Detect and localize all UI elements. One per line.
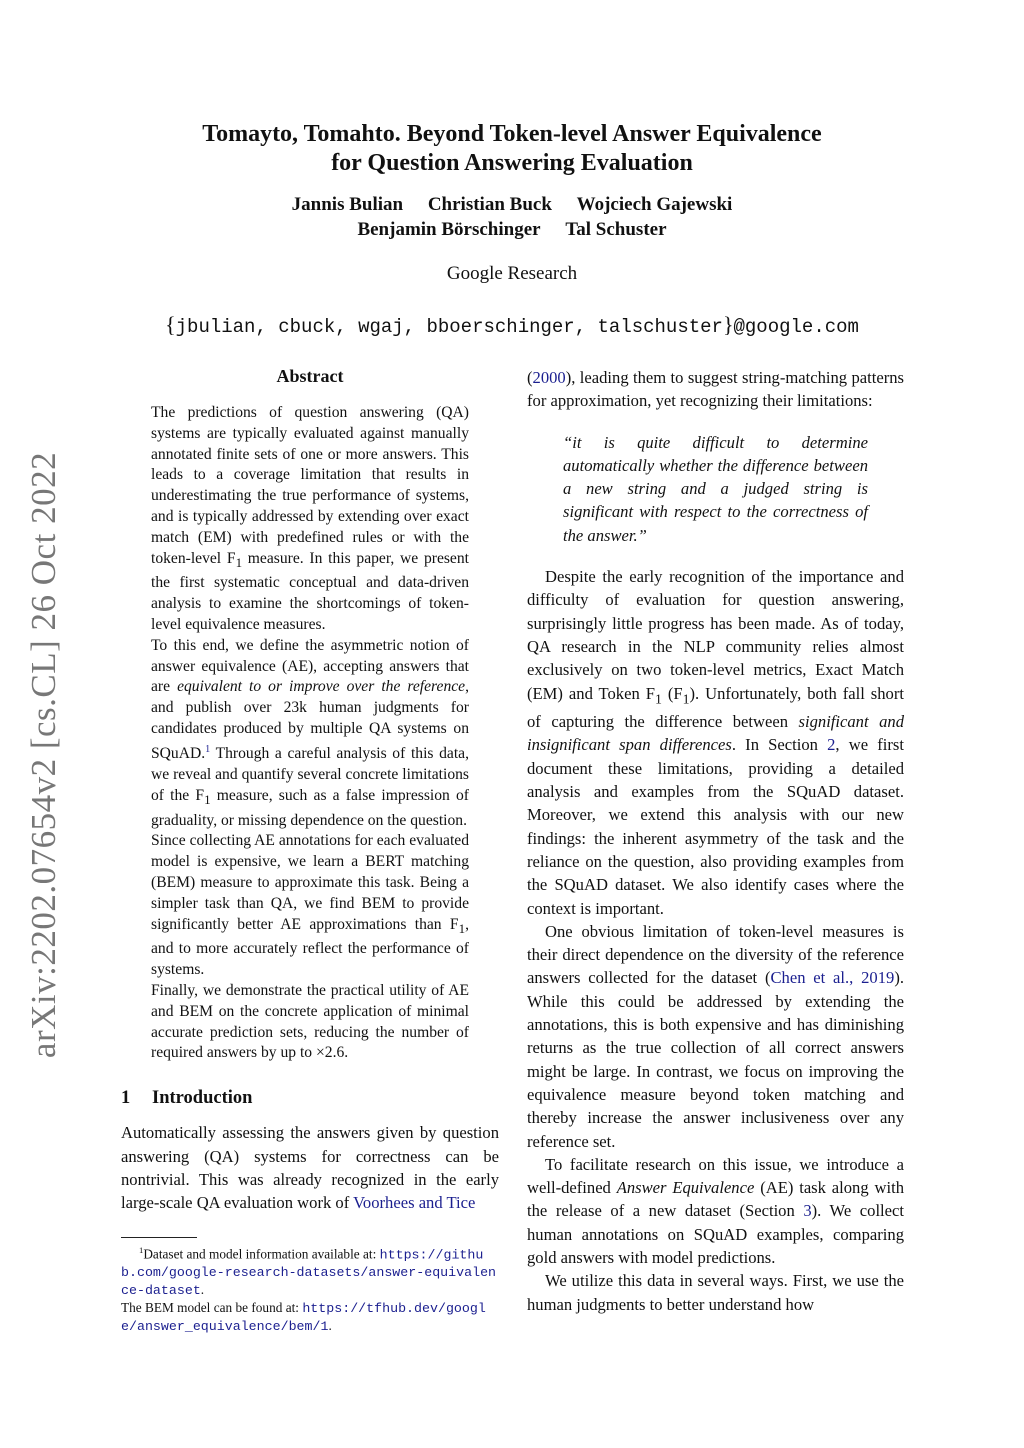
text-run: Despite the early recognition of the importance and difficulty of evaluation for question answering, surprisingly little progress has been made. As of today, QA research in the NLP community relies almost exclusively on two token-level metrics, Exact Match (EM) and Token F [527,567,904,703]
subscript: 1 [682,690,690,706]
subscript: 1 [235,554,243,570]
citation-link-chen[interactable]: Chen et al., 2019 [770,968,895,988]
abstract-heading: Abstract [276,366,344,386]
text-run: , and publish over 23k human judgments for candidates produced by multiple QA systems on SQuAD. [151,678,470,763]
affiliation: Google Research [446,263,578,284]
block-quote: “it is quite difficult to determine automatically whether the difference between a new string and a judged string is significant with respect to the correctness of the answer.” [563,432,868,545]
email-brace-open: { [165,312,176,337]
emphasis: Answer Equivalence [616,1178,755,1198]
footnote-2 [121,1299,499,1335]
footnotes [121,1237,499,1335]
right-column [527,366,904,1316]
section-heading-introduction [121,1088,499,1109]
text-run: measure. In this paper, we present the first systematic conceptual and data-driven analysis to examine the shortcomings of token-level equivalence measures. [151,549,469,634]
text-run: . [328,1318,332,1334]
text-run: ), leading them to suggest string-matching patterns for approximation, yet recognizing their limitations: [527,368,904,411]
text-run: . [200,1282,205,1298]
email-brace-close: } [722,312,734,337]
text-run: Since collecting AE annotations for each evaluated model is expensive, we learn a BERT matching (BEM) measure to approximate this task. Being a simpler task than QA, we find BEM to provide significantly better AE approximations than F [151,832,469,933]
body-paragraph [121,1121,499,1214]
footnote-marker[interactable]: 1 [205,743,211,755]
author-name: Benjamin Börschinger [357,219,541,240]
title-line-2: for Question Answering Evaluation [331,150,693,176]
section-ref-link[interactable]: 2 [827,735,836,755]
text-run: Dataset and model information available at: [143,1246,380,1262]
text-run: measure, such as a false impression of graduality, or missing dependence on the question. [151,786,469,829]
intro-body-right [527,366,904,413]
body-paragraph [527,1153,904,1269]
text-run: ). We collect human annotations on SQuAD examples, comparing gold answers with model predictions. [527,1201,905,1267]
arxiv-identifier: arXiv:2202.07654v2 [cs.CL] 26 Oct 2022 [24,451,63,1059]
bem-model-url-link[interactable]: https://tfhub.dev/google/answer_equivalence/bem/1 [121,1301,486,1335]
author-name: Jannis Bulian [291,194,404,215]
text-run: To facilitate research on this issue, we introduce a well-defined [527,1154,904,1198]
text-run: , and to more accurately reflect the performance of systems. [151,915,469,979]
section-ref-link[interactable]: 3 [803,1201,812,1221]
citation-link-voorhees[interactable]: Voorhees and Tice [353,1193,476,1213]
section-number: 1 [121,1088,131,1109]
text-run: ). While this could be addressed by extending the annotations, this is both expensive and has diminishing returns as the true collection of all correct answers might be large. In contrast, we focus on improving the equivalence measure beyond token matching and thereby increase the answer inclusiveness over any reference set. [527,968,904,1151]
text-run: . In Section [731,735,828,755]
paper-title [100,120,924,178]
email-domain: @google.com [733,316,859,338]
subscript: 1 [204,791,211,807]
left-column [121,366,499,1214]
abstract-body [151,403,469,1064]
footnote-number: 1 [139,1245,144,1255]
text-run: To this end, we define the asymmetric notion of answer equivalence (AE), accepting answers that are [151,636,469,696]
author-name: Tal Schuster [565,219,667,240]
abstract-paragraph [151,831,469,981]
emphasis: equivalent to or improve over the reference [177,678,466,696]
subscript: 1 [654,690,662,706]
body-paragraph [527,920,904,1153]
abstract-paragraph [151,636,469,831]
text-run: (F [661,683,683,703]
arxiv-sidebar-stamp [14,451,74,1059]
author-name: Christian Buck [427,194,552,215]
authors-line-2 [100,217,924,242]
abstract-paragraph [151,403,469,636]
text-run: The BEM model can be found at: [121,1300,303,1316]
text-run: The predictions of question answering (QA) systems are typically evaluated against manually annotated finite sets of one or more answers. This leads to a coverage limitation that results in underestimating the true performance of systems, and is typically addressed by extending over exact match (EM) with predefined rules or with the token-level F [151,404,469,567]
text-run: Automatically assessing the answers given by question answering (QA) systems for correctness can be nontrivial. This was already recognized in the early large-scale QA evaluation work of [121,1123,499,1213]
text-run: One obvious limitation of token-level measures is their direct dependence on the diversity of the reference answers collected for the dataset ( [527,921,904,988]
intro-body-left [121,1121,499,1214]
authors-line-1 [100,192,924,217]
footnote-1 [121,1242,499,1299]
text-run: , we first document these limitations, providing a detailed analysis and examples from the SQuAD dataset. Moreover, we extend this analysis with our new findings: the inherent asymmetry of the task and the reliance on the question, also providing examples from the SQuAD dataset. We also identify cases where the context is important. [527,735,904,918]
intro-body-right-cont [527,565,904,1316]
text-run: ). Unfortunately, both fall short of capturing the difference between [527,683,904,732]
abstract-paragraph: Finally, we demonstrate the practical utility of AE and BEM on the concrete application of minimal accurate prediction sets, reducing the number of required answers by up to ×2.6. [151,982,469,1062]
body-paragraph [527,366,904,413]
footnote-rule [121,1237,197,1238]
author-name: Wojciech Gajewski [576,194,733,215]
body-paragraph [527,565,904,920]
email-usernames: jbulian, cbuck, wgaj, bboerschinger, talschuster [175,316,723,338]
text-run: ( [527,368,533,387]
author-emails [100,312,924,338]
citation-year-link[interactable]: 2000 [532,368,566,387]
author-list [100,192,924,242]
emphasis: significant and insignificant span differences [527,712,904,755]
dataset-url-link[interactable]: https://github.com/google-research-datasets/answer-equivalence-dataset [121,1247,497,1299]
body-paragraph: We utilize this data in several ways. First, we use the human judgments to better understand how [527,1271,904,1314]
subscript: 1 [458,920,466,936]
title-line-1: Tomayto, Tomahto. Beyond Token-level Answer Equivalence [202,121,822,147]
text-run: (AE) task along with the release of a new dataset (Section [527,1178,904,1221]
section-title: Introduction [152,1088,253,1109]
text-run: Through a careful analysis of this data, we reveal and quantify several concrete limitations of the F [151,745,469,804]
